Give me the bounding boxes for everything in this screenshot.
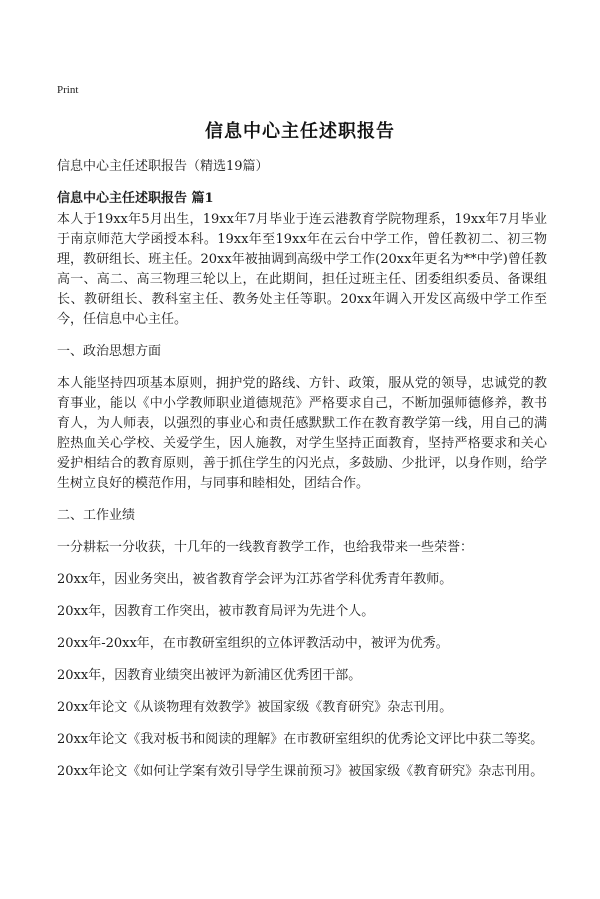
document-body xyxy=(57,210,547,794)
document-subtitle: 信息中心主任述职报告（精选19篇） xyxy=(57,159,269,174)
print-label[interactable]: Print xyxy=(57,84,79,96)
politics-paragraph: 本人能坚持四项基本原则，拥护党的路线、方针、政策，服从党的领导，忠诚党的教育事业，能以《中小学教师职业道德规范》严格要求自己，不断加强师德修养，教书育人，为人师表，以强烈的事业心和责任感默默工作在教育教学第一线，用自己的满腔热血关心学校、关爱学生，因人施教，对学生坚持正面教育，坚持严格要求和关心爱护相结合的教育原则，善于抓住学生的闪光点，多鼓励、少批评，以身作则，给学生树立良好的模范作用，与同事和睦相处，团结合作。 xyxy=(57,376,547,491)
award-item: 20xx年，因业务突出，被省教育学会评为江苏省学科优秀青年教师。 xyxy=(57,572,453,587)
document-title: 信息中心主任述职报告 xyxy=(205,121,395,142)
harvest-paragraph: 一分耕耘一分收获，十几年的一线教育教学工作，也给我带来一些荣誉： xyxy=(57,540,474,555)
heading-politics: 一、政治思想方面 xyxy=(57,344,162,359)
award-item: 20xx年，因教育工作突出，被市教育局评为先进个人。 xyxy=(57,604,375,619)
intro-paragraph: 本人于19xx年5月出生，19xx年7月毕业于连云港教育学院物理系，19xx年7月毕业于南京师范大学函授本科。19xx年至19xx年在云台中学工作，曾任教初二、初三物理，教研组长、班主任。20xx年被抽调到高级中学工作(20xx年更名为**中学)曾任教高一、高二、高三物理三轮以上，在此期间，担任过班主任、团委组织委员、备课组长、教研组长、教科室主任、教务处主任等职。20xx年调入开发区高级中学工作至今，任信息中心主任。 xyxy=(57,212,547,327)
award-item: 20xx年论文《从谈物理有效教学》被国家级《教育研究》杂志刊用。 xyxy=(57,700,453,715)
award-item: 20xx年论文《我对板书和阅读的理解》在市教研室组织的优秀论文评比中获二等奖。 xyxy=(57,732,544,747)
section-title: 信息中心主任述职报告 篇1 xyxy=(57,191,214,206)
award-item: 20xx年-20xx年，在市教研室组织的立体评教活动中，被评为优秀。 xyxy=(57,636,449,651)
heading-achievements: 二、工作业绩 xyxy=(57,508,136,523)
award-item: 20xx年论文《如何让学案有效引导学生课前预习》被国家级《教育研究》杂志刊用。 xyxy=(57,764,544,779)
award-item: 20xx年，因教育业绩突出被评为新浦区优秀团干部。 xyxy=(57,668,362,683)
